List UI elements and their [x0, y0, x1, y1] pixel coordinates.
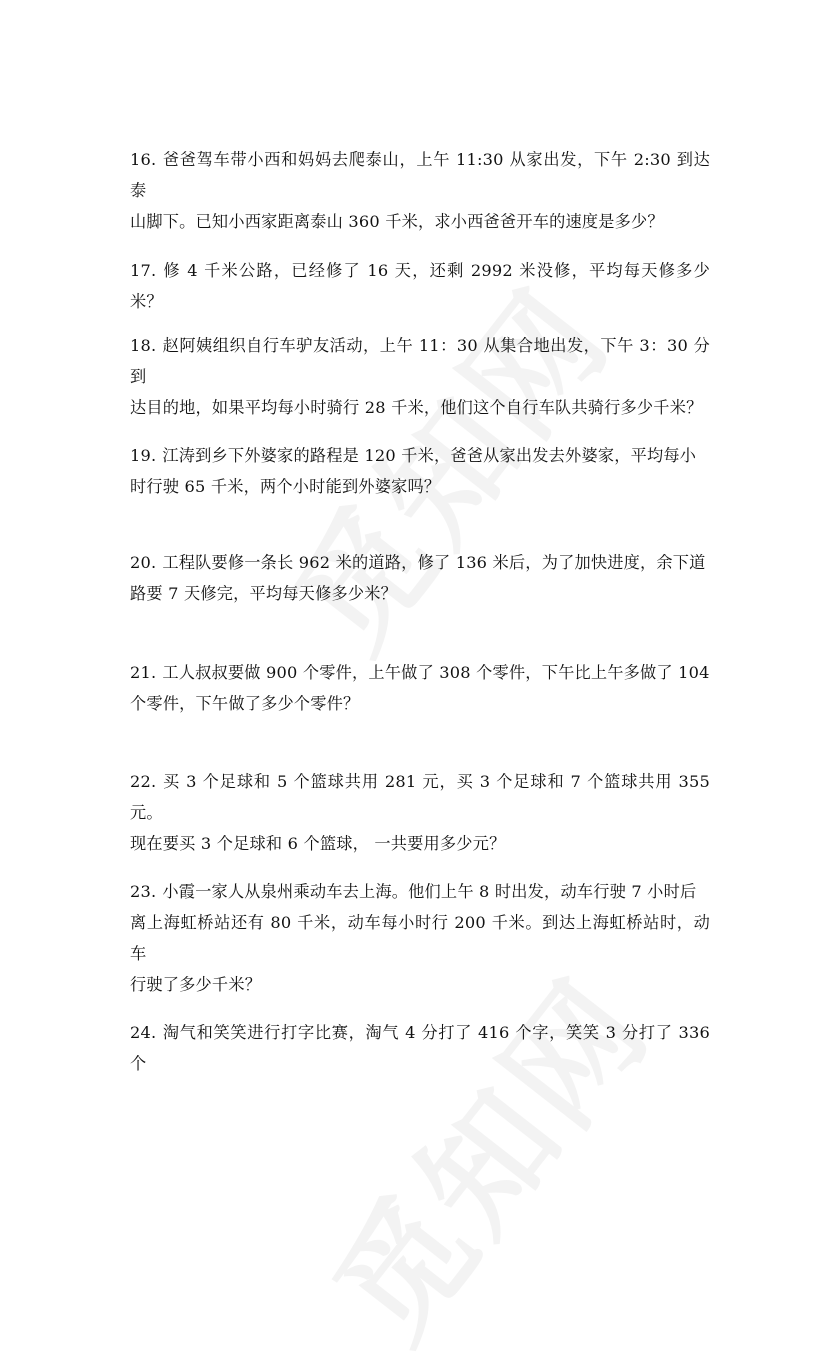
problem-23	[130, 876, 710, 1000]
problem-line	[130, 547, 710, 578]
problem-number: 23.	[130, 882, 157, 901]
problem-text: 小霞一家人从泉州乘动车去上海。他们上午 8 时出发，动车行驶 7 小时后	[162, 882, 697, 901]
watermark-logo	[285, 935, 684, 1372]
problem-22	[130, 766, 710, 859]
problem-text: 工人叔叔要做 900 个零件，上午做了 308 个零件，下午比上午多做了 104	[162, 663, 710, 682]
problem-19	[130, 440, 710, 502]
problem-line: 时行驶 65 千米，两个小时能到外婆家吗？	[130, 477, 441, 496]
problem-line	[130, 876, 710, 907]
problem-17	[130, 255, 710, 317]
problem-line: 现在要买 3 个足球和 6 个篮球， 一共要用多少元？	[130, 834, 506, 853]
problem-number: 18.	[130, 336, 157, 355]
problem-line	[130, 144, 710, 206]
problem-line: 个零件，下午做了多少个零件？	[130, 694, 360, 713]
problem-text: 江涛到乡下外婆家的路程是 120 千米，爸爸从家出发去外婆家，平均每小	[162, 446, 697, 465]
problem-line	[130, 255, 710, 317]
problem-20	[130, 547, 710, 609]
problem-line	[130, 330, 710, 392]
problem-line	[130, 440, 710, 471]
problem-text: 修 4 千米公路，已经修了 16 天，还剩 2992 米没修，平均每天修多少米？	[130, 261, 710, 311]
problem-line	[130, 1017, 710, 1079]
problem-line: 行驶了多少千米？	[130, 975, 262, 994]
problem-text: 淘气和笑笑进行打字比赛，淘气 4 分打了 416 个字，笑笑 3 分打了 336 个	[130, 1023, 710, 1073]
problem-line	[130, 657, 710, 688]
problem-text: 工程队要修一条长 962 米的道路，修了 136 米后，为了加快进度，余下道	[162, 553, 706, 572]
problem-line: 山脚下。已知小西家距离泰山 360 千米，求小西爸爸开车的速度是多少？	[130, 212, 664, 231]
problem-16	[130, 144, 710, 237]
problem-number: 16.	[130, 150, 157, 169]
problem-line: 离上海虹桥站还有 80 千米，动车每小时行 200 千米。到达上海虹桥站时，动车	[130, 913, 710, 963]
problem-18	[130, 330, 710, 423]
problem-number: 24.	[130, 1023, 157, 1042]
problem-21	[130, 657, 710, 719]
problem-text: 赵阿姨组织自行车驴友活动，上午 11：30 从集合地出发，下午 3：30 分到	[130, 336, 710, 386]
problem-number: 21.	[130, 663, 157, 682]
problem-text: 爸爸驾车带小西和妈妈去爬泰山，上午 11:30 从家出发，下午 2:30 到达泰	[130, 150, 710, 200]
problem-24	[130, 1017, 710, 1079]
problem-number: 17.	[130, 261, 157, 280]
problem-number: 20.	[130, 553, 157, 572]
problem-number: 19.	[130, 446, 157, 465]
problem-line	[130, 766, 710, 828]
problem-number: 22.	[130, 772, 157, 791]
problem-line: 达目的地，如果平均每小时骑行 28 千米，他们这个自行车队共骑行多少千米？	[130, 398, 703, 417]
problem-line: 路要 7 天修完，平均每天修多少米？	[130, 584, 398, 603]
problem-text: 买 3 个足球和 5 个篮球共用 281 元，买 3 个足球和 7 个篮球共用 355 元。	[130, 772, 710, 822]
